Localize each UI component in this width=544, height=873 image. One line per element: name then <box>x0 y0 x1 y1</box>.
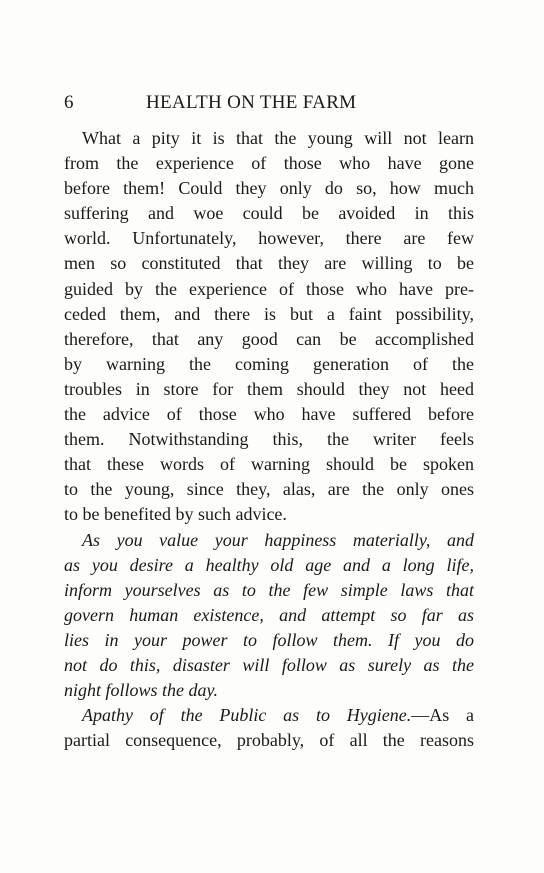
text-line: govern human existence, and attempt so far as <box>64 604 474 625</box>
text-line: not do this, disaster will follow as surely as the <box>64 654 474 675</box>
text-line: inform yourselves as to the few simple laws that <box>64 579 474 600</box>
text-line: by warning the coming generation of the <box>64 353 474 374</box>
text-line: that these words of warning should be spoken <box>64 454 474 475</box>
text-line: to be benefited by such advice. <box>64 504 287 525</box>
text-line: lies in your power to follow them. If you do <box>64 629 474 650</box>
page-number: 6 <box>64 92 74 113</box>
text-line: As you value your happiness materially, and <box>82 529 474 550</box>
text-line: from the experience of those who have gone <box>64 153 474 174</box>
text-line: therefore, that any good can be accomplished <box>64 328 474 349</box>
running-title: HEALTH ON THE FARM <box>146 92 357 113</box>
text-line: them. Notwithstanding this, the writer feels <box>64 429 474 450</box>
text-line: suffering and woe could be avoided in this <box>64 203 474 224</box>
heading-continuation: —As a <box>411 705 475 726</box>
text-line: world. Unfortunately, however, there are few <box>64 228 474 249</box>
text-line: troubles in store for them should they not heed <box>64 378 474 399</box>
text-line: night follows the day. <box>64 680 219 701</box>
text-line: ceded them, and there is but a faint possibility, <box>64 303 474 324</box>
text-line: What a pity it is that the young will not learn <box>82 128 474 148</box>
text-line: guided by the experience of those who have pre- <box>64 278 474 299</box>
text-line: the advice of those who have suffered before <box>64 404 474 425</box>
text-line: before them! Could they only do so, how much <box>64 178 474 199</box>
page-header <box>64 92 474 116</box>
section-heading: Apathy of the Public as to Hygiene. <box>82 705 412 726</box>
text-line <box>64 703 474 728</box>
text-line: as you desire a healthy old age and a long life, <box>64 554 474 575</box>
body-text <box>64 126 474 753</box>
text-line: men so constituted that they are willing to be <box>64 253 474 274</box>
text-line: partial consequence, probably, of all the reasons <box>64 730 474 751</box>
text-line: to the young, since they, alas, are the only ones <box>64 479 474 500</box>
